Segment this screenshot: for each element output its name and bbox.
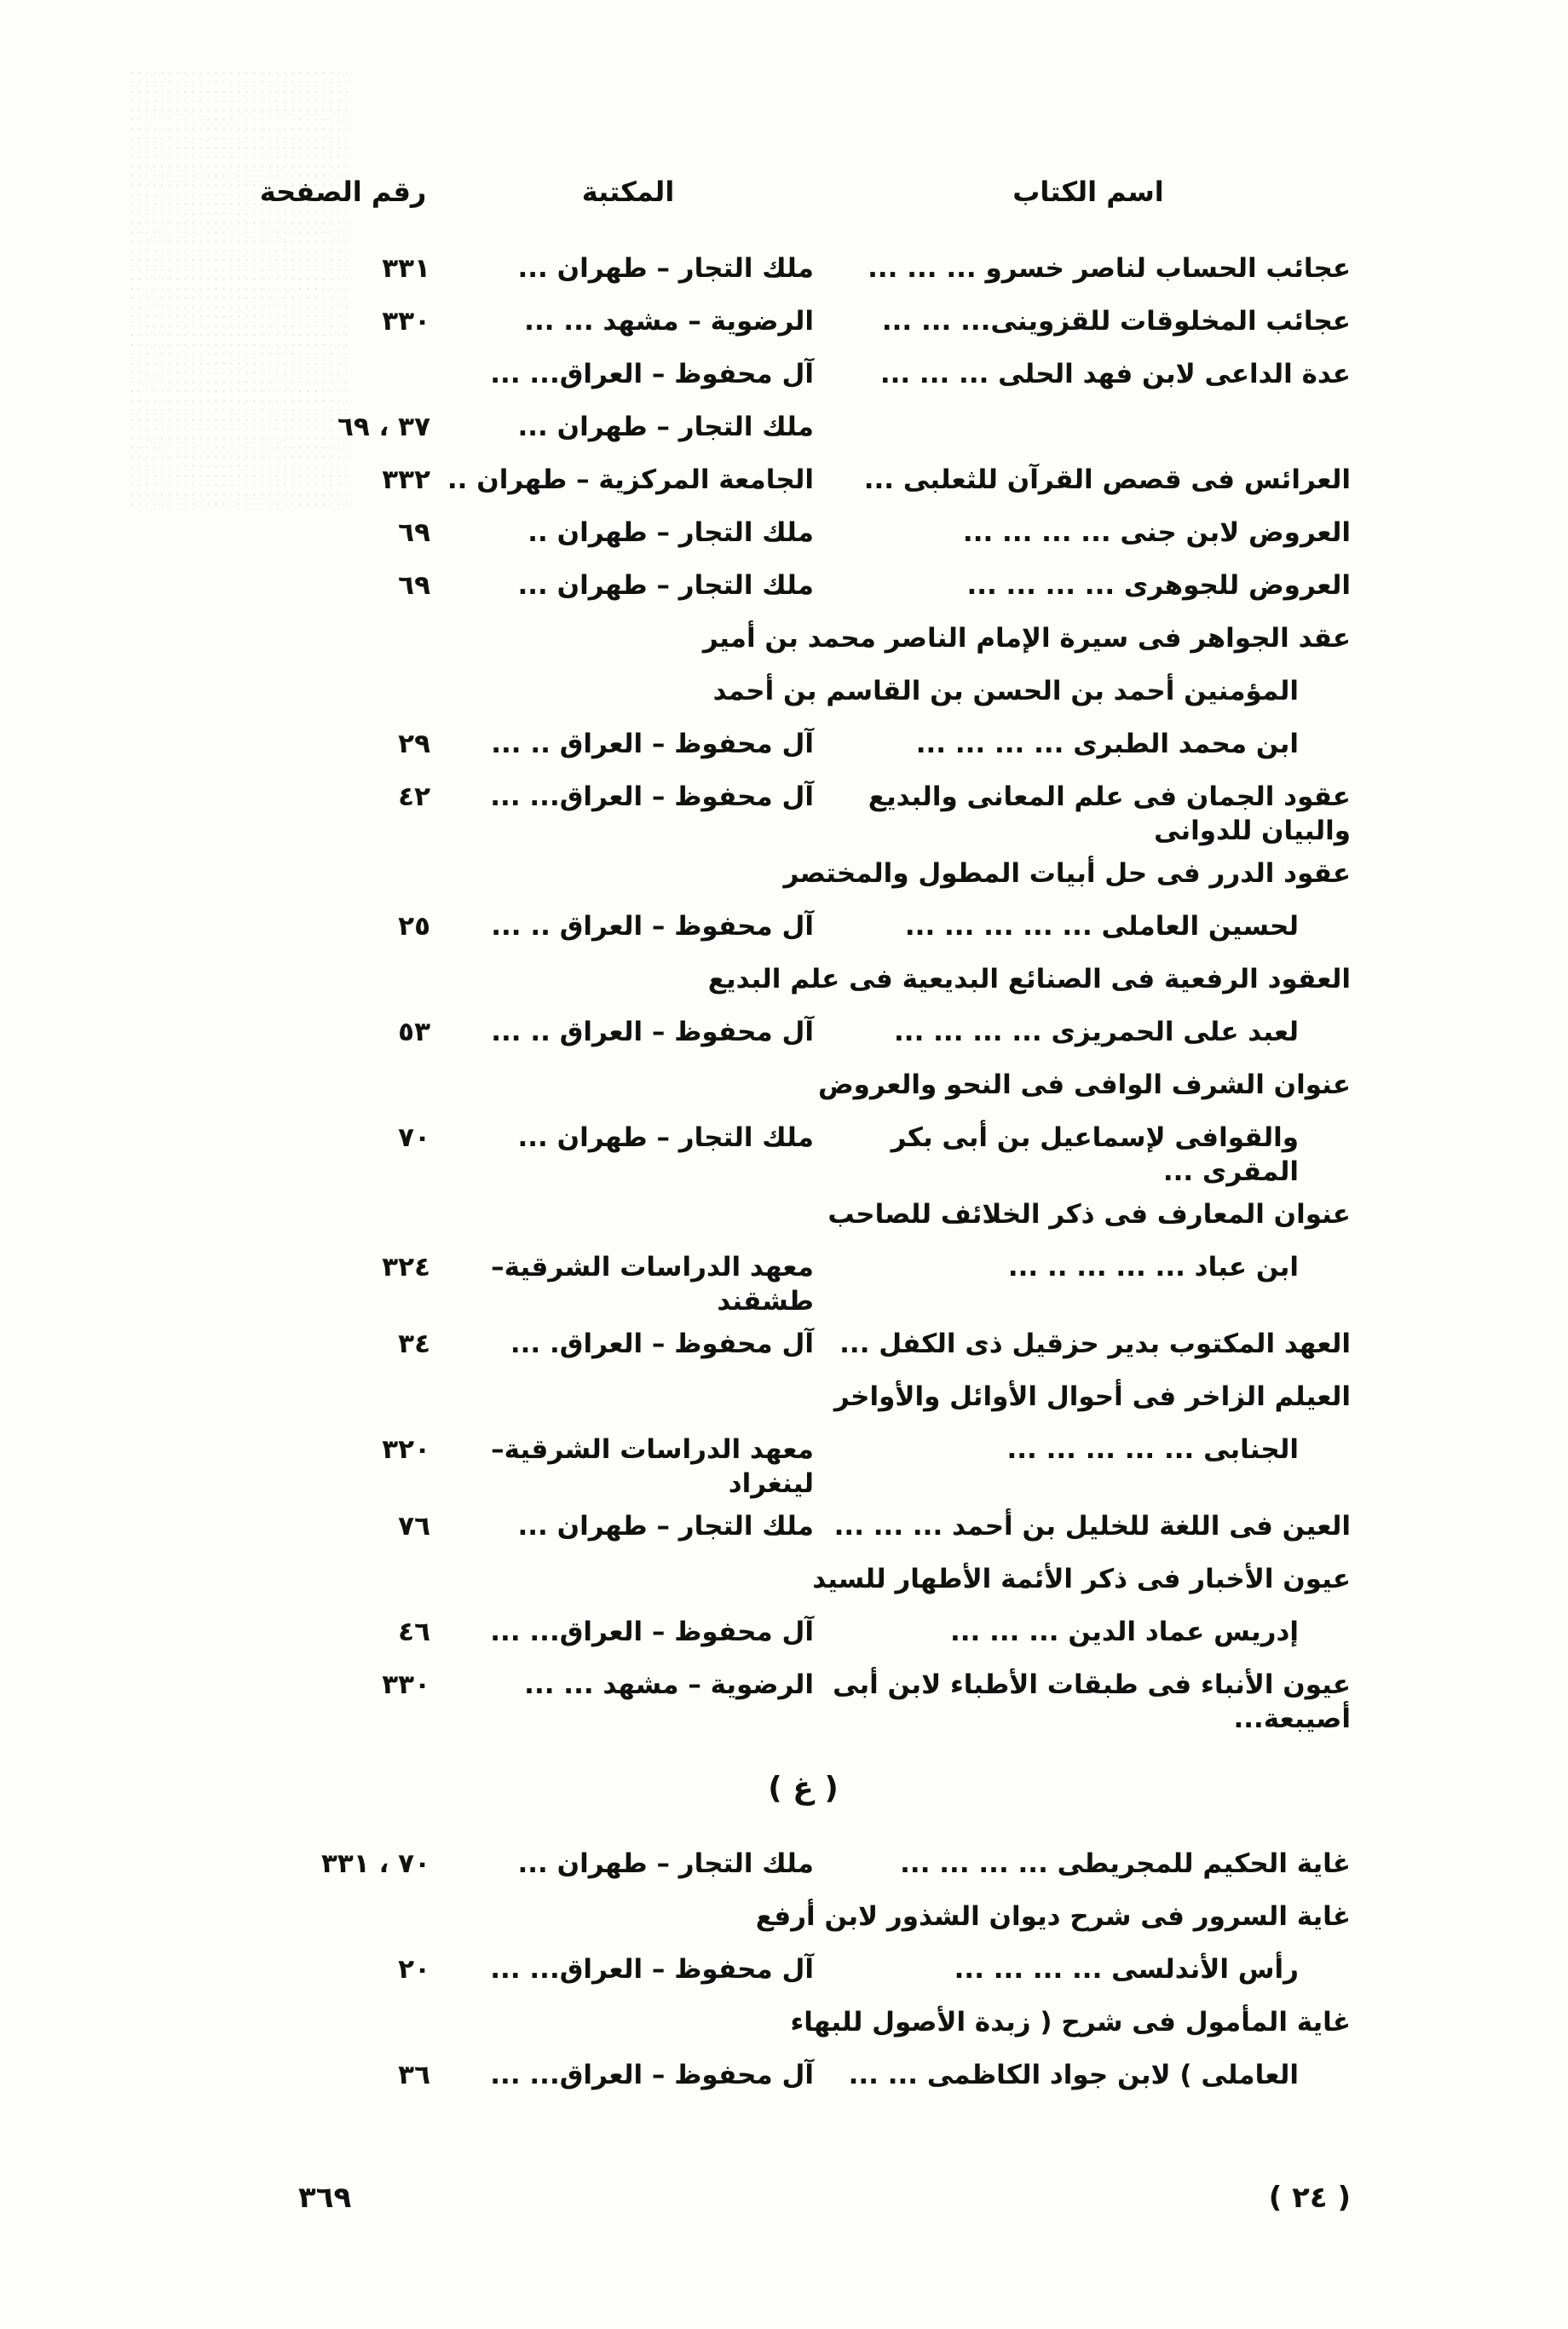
book-title: العقود الرفعية فى الصنائع البديعية فى علم البديع [707, 964, 1351, 994]
library-name: ملك التجار – طهران .. [527, 517, 814, 548]
library-name: آل محفوظ – العراق .. ... [491, 1017, 814, 1047]
index-page [256, 0, 1351, 2102]
book-title: العيلم الزاخر فى أحوال الأوائل والأواخر [833, 1381, 1351, 1412]
book-title: رأس الأندلسى ... ... ... ... [954, 1954, 1299, 1985]
book-title: عيون الأنباء فى طبقات الأطباء لابن أبى أصيبعة... [833, 1669, 1351, 1734]
table-row [256, 1838, 1351, 1891]
page-ref: ٢٠ [398, 1954, 430, 1985]
library-name: آل محفوظ – العراق... ... [490, 1617, 814, 1647]
page-ref: ٧٠ ، ٣٣١ [321, 1848, 430, 1879]
page-ref: ٣٢٤ [382, 1252, 430, 1283]
table-row [256, 401, 1351, 454]
page-ref: ٢٩ [398, 729, 430, 759]
book-title: العاملى ) لابن جواد الكاظمى ... ... [848, 2060, 1299, 2090]
page-ref: ٣٢٠ [382, 1434, 430, 1465]
table-row [256, 1997, 1351, 2049]
library-name: ملك التجار – طهران ... [517, 1848, 814, 1879]
book-title: غاية الحكيم للمجريطى ... ... ... ... [900, 1848, 1351, 1879]
page-ref: ٣٤ [398, 1329, 430, 1359]
table-row [256, 1242, 1351, 1318]
table-row [256, 1606, 1351, 1659]
table-row [256, 507, 1351, 560]
table-row [256, 901, 1351, 954]
book-title: عقد الجواهر فى سيرة الإمام الناصر محمد بن أمير [702, 623, 1351, 654]
page-ref: ٢٥ [398, 911, 430, 942]
table-row [256, 1318, 1351, 1371]
section-number: ( ٢٤ ) [1268, 2181, 1351, 2215]
index-table [256, 243, 1351, 1736]
library-name: ملك التجار – طهران ... [517, 1511, 814, 1542]
library-name: آل محفوظ – العراق... ... [490, 2060, 814, 2090]
book-title: لحسين العاملى ... ... ... ... ... [904, 911, 1299, 942]
library-name: آل محفوظ – العراق... ... [490, 781, 814, 812]
book-title: عنوان الشرف الوافى فى النحو والعروض [817, 1069, 1351, 1100]
table-row [256, 1371, 1351, 1424]
page-ref: ٣٣٠ [382, 1669, 430, 1700]
table-row [256, 1554, 1351, 1606]
table-row [256, 454, 1351, 507]
book-title: ابن محمد الطبرى ... ... ... ... [915, 729, 1299, 759]
library-name: معهد الدراسات الشرقية–لينغراد [491, 1434, 814, 1499]
library-name: ملك التجار – طهران ... [517, 570, 814, 601]
table-row [256, 1944, 1351, 1997]
book-title: العين فى اللغة للخليل بن أحمد ... ... ... [833, 1511, 1351, 1542]
page-ref: ٤٦ [398, 1617, 430, 1647]
book-title: غاية السرور فى شرح ديوان الشذور لابن أرفع [755, 1901, 1351, 1932]
book-title: غاية المأمول فى شرح ( زبدة الأصول للبهاء [790, 2007, 1351, 2038]
library-name: ملك التجار – طهران ... [517, 1122, 814, 1153]
library-name: آل محفوظ – العراق .. ... [491, 729, 814, 759]
table-row [256, 243, 1351, 296]
page-ref: ٦٩ [398, 570, 430, 601]
library-name: آل محفوظ – العراق... ... [490, 1954, 814, 1985]
library-name: الرضوية – مشهد ... ... [524, 306, 814, 337]
table-row [256, 1659, 1351, 1736]
page-ref: ٥٣ [398, 1017, 430, 1047]
header-book-name: اسم الكتاب [1012, 176, 1164, 208]
page-ref: ٣٦ [398, 2060, 430, 2090]
book-title: عقود الدرر فى حل أبيات المطول والمختصر [783, 858, 1351, 889]
table-row [256, 1424, 1351, 1501]
table-row [256, 718, 1351, 771]
header-library: المكتبة [581, 176, 675, 208]
table-row [256, 560, 1351, 613]
book-title: الجنابى ... ... ... ... ... [1006, 1434, 1299, 1465]
table-row [256, 771, 1351, 848]
library-name: الجامعة المركزية – طهران .. [447, 464, 814, 495]
page-ref: ٣٧ ، ٦٩ [337, 412, 430, 442]
table-row [256, 613, 1351, 666]
book-title: العروض للجوهرى ... ... ... ... [966, 570, 1351, 601]
book-title: عنوان المعارف فى ذكر الخلائف للصاحب [827, 1199, 1351, 1230]
table-row [256, 666, 1351, 718]
book-title: ابن عباد ... ... ... .. ... [1007, 1252, 1299, 1283]
book-title: العرائس فى قصص القرآن للثعلبى ... [863, 464, 1351, 495]
index-table-section-ghain [256, 1838, 1351, 2102]
page-number: ٣٦٩ [298, 2181, 352, 2215]
table-row [256, 1112, 1351, 1189]
page-ref: ٧٠ [398, 1122, 430, 1153]
table-row [256, 1006, 1351, 1059]
table-row [256, 349, 1351, 401]
book-title: عجائب الحساب لناصر خسرو ... ... ... [868, 253, 1351, 284]
library-name: آل محفوظ – العراق .. ... [491, 911, 814, 942]
table-row [256, 1189, 1351, 1242]
library-name: معهد الدراسات الشرقية–طشقند [491, 1252, 814, 1317]
page-ref: ٧٦ [398, 1511, 430, 1542]
book-title: العروض لابن جنى ... ... ... ... [962, 517, 1351, 548]
book-title: العهد المكتوب بدير حزقيل ذى الكفل ... [839, 1329, 1351, 1359]
header-page-number: رقم الصفحة [259, 176, 427, 208]
book-title: عقود الجمان فى علم المعانى والبديع والبيان للدوانى [868, 781, 1351, 846]
section-heading: ( غ ) [768, 1771, 839, 1806]
book-title: إدريس عماد الدين ... ... ... [949, 1617, 1299, 1647]
library-name: آل محفوظ – العراق... ... [490, 359, 814, 389]
page-ref: ٣٣٢ [382, 464, 430, 495]
book-title: لعبد على الحمريزى ... ... ... ... [894, 1017, 1299, 1047]
page-ref: ٣٣١ [382, 253, 430, 284]
book-title: عجائب المخلوقات للقزوينى... ... ... [881, 306, 1351, 337]
table-row [256, 1891, 1351, 1944]
page-footer [298, 2179, 1351, 2217]
table-row [256, 1501, 1351, 1554]
table-row [256, 1059, 1351, 1112]
table-header [256, 166, 1351, 243]
book-title: والقوافى لإسماعيل بن أبى بكر المقرى ... [891, 1122, 1299, 1187]
page-ref: ٦٩ [398, 517, 430, 548]
table-row [256, 296, 1351, 349]
library-name: ملك التجار – طهران ... [517, 253, 814, 284]
library-name: الرضوية – مشهد ... ... [524, 1669, 814, 1700]
library-name: آل محفوظ – العراق. ... [510, 1329, 814, 1359]
book-title: المؤمنين أحمد بن الحسن بن القاسم بن أحمد [712, 676, 1299, 706]
table-row [256, 2049, 1351, 2102]
library-name: ملك التجار – طهران ... [517, 412, 814, 442]
page-ref: ٤٢ [398, 781, 430, 812]
book-title: عيون الأخبار فى ذكر الأئمة الأطهار للسيد [812, 1564, 1351, 1594]
page-ref: ٣٣٠ [382, 306, 430, 337]
book-title: عدة الداعى لابن فهد الحلى ... ... ... [879, 359, 1351, 389]
table-row [256, 848, 1351, 901]
table-row [256, 954, 1351, 1006]
